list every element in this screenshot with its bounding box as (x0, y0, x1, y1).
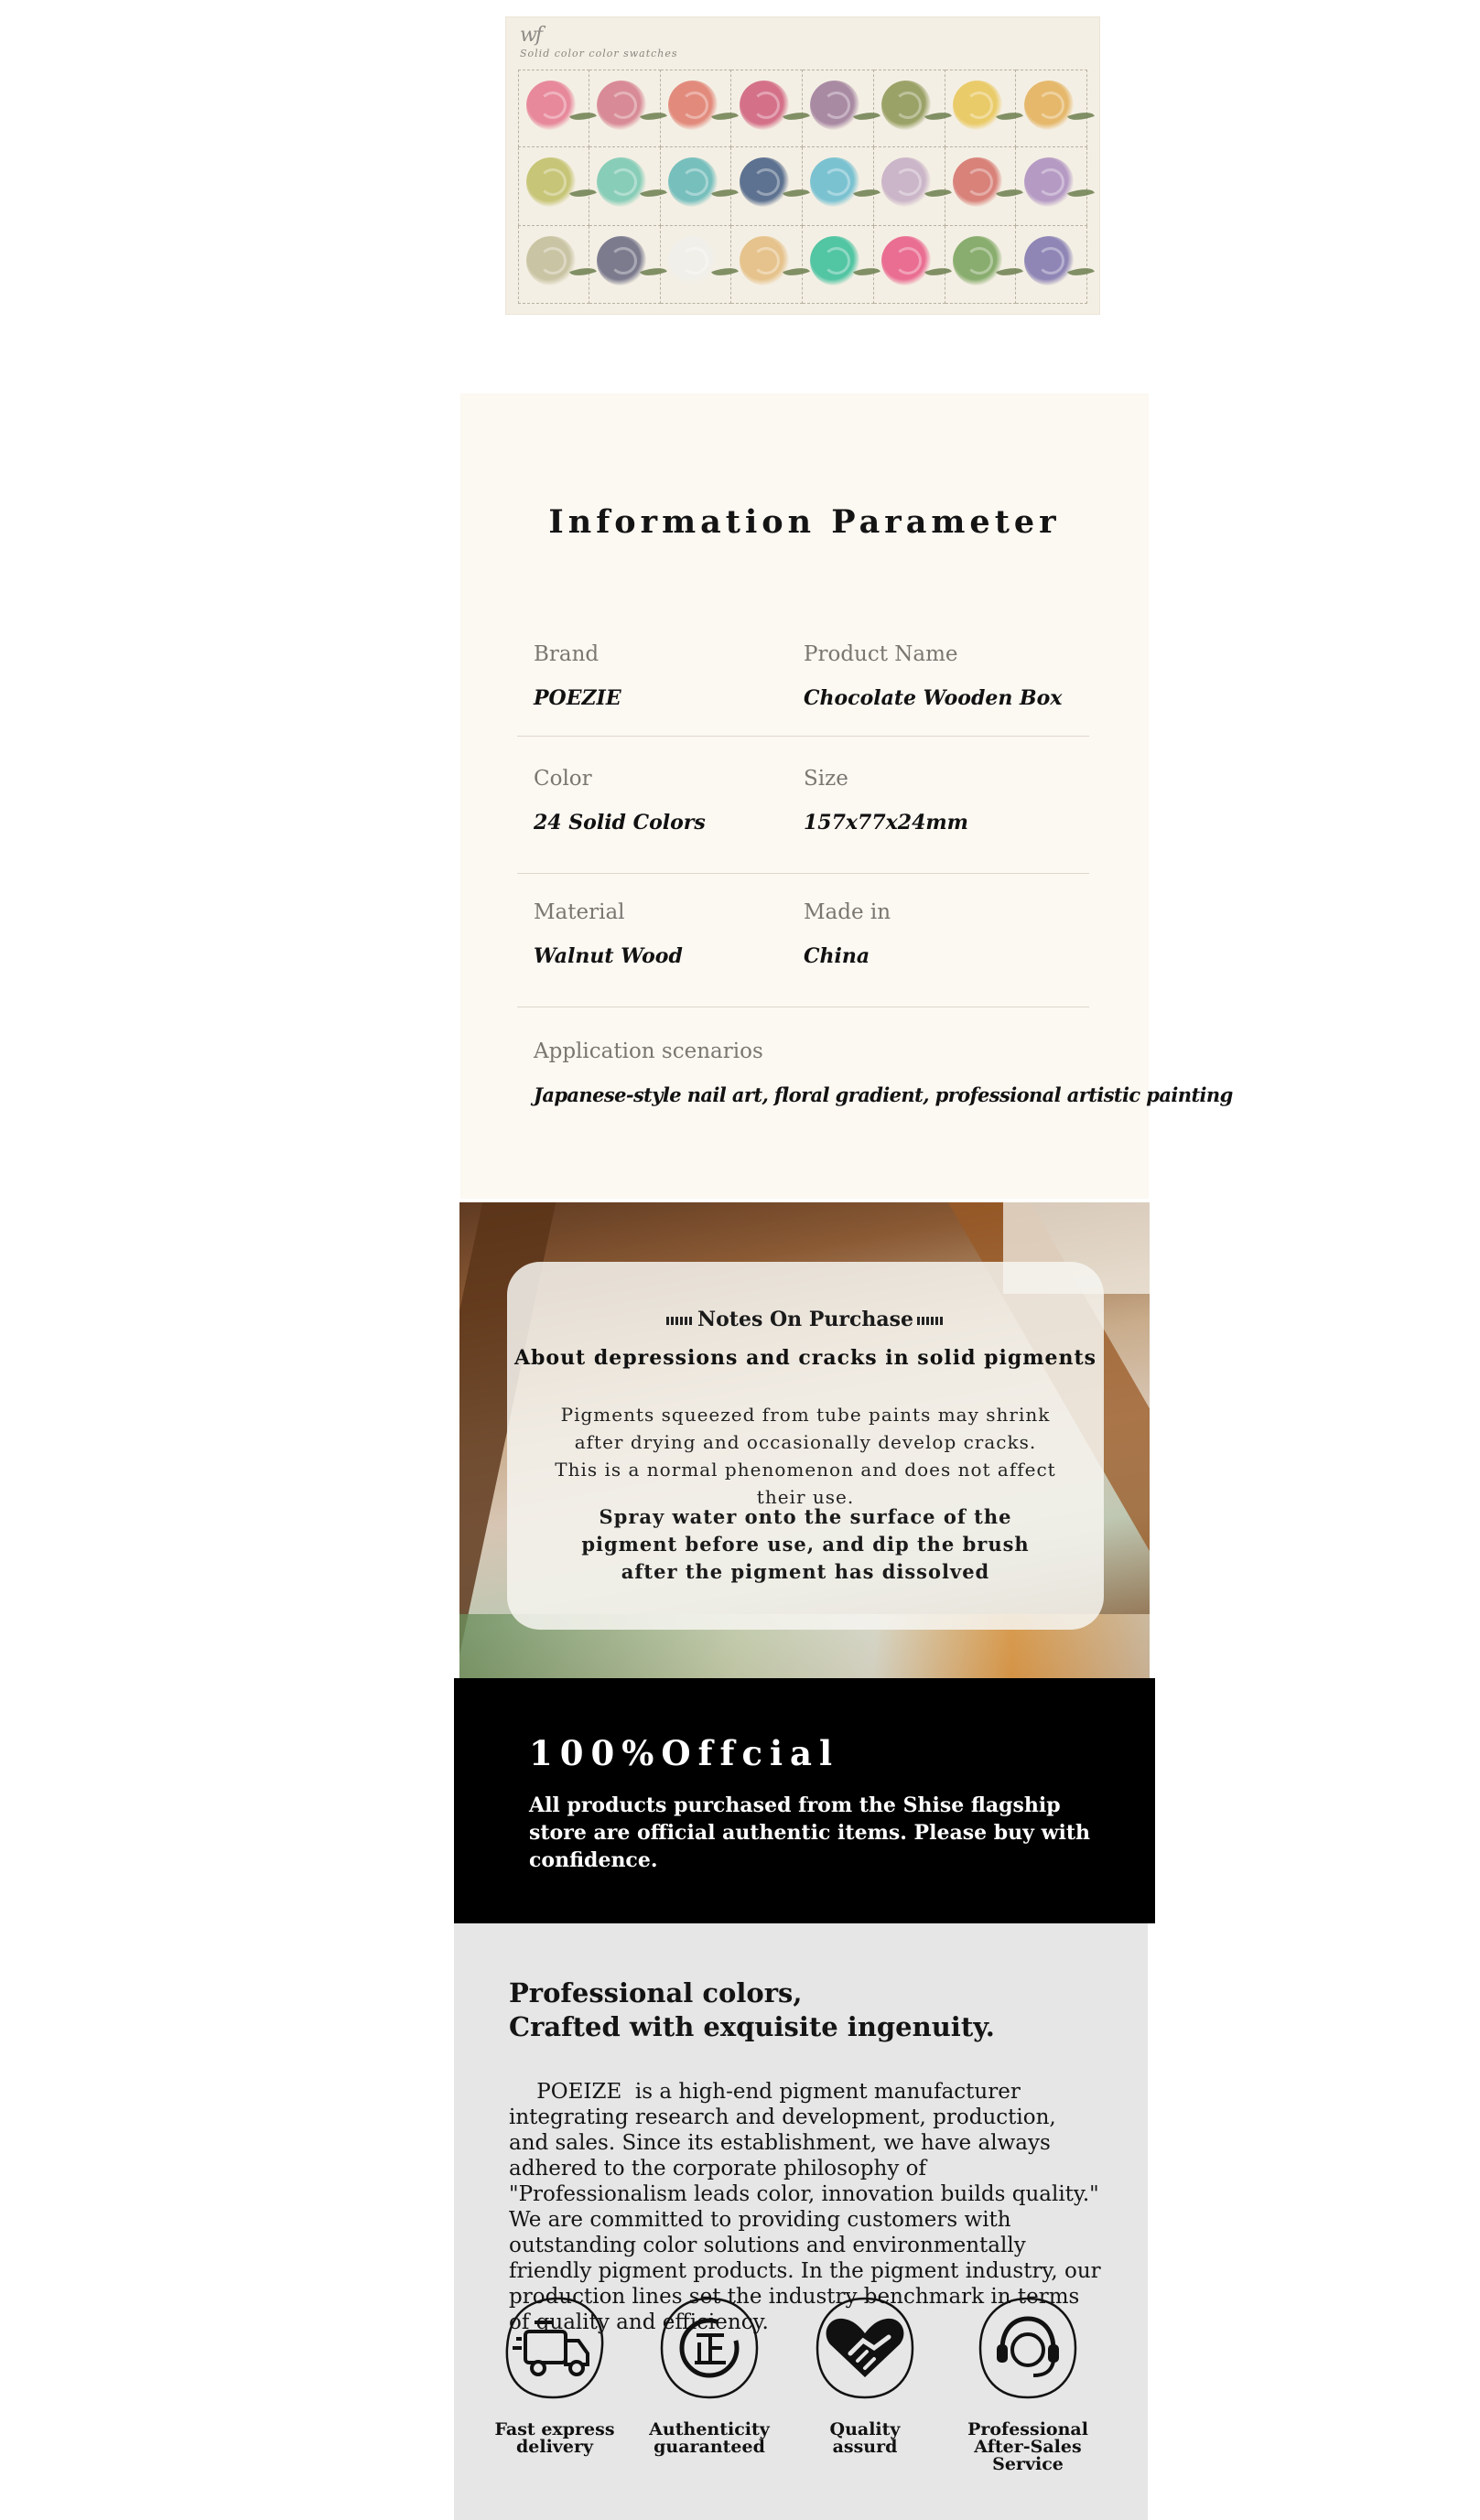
scenario-value: Japanese-style nail art, floral gradient, professional artistic painting (534, 1083, 1233, 1106)
color-value: 24 Solid Colors (534, 811, 706, 835)
material-label: Material (534, 900, 625, 924)
color-swatch (731, 147, 803, 225)
color-swatch (589, 226, 661, 304)
color-swatch (731, 70, 803, 147)
brand-value: POEZIE (534, 686, 621, 710)
size-value: 157x77x24mm (804, 811, 968, 835)
authenticity-seal-icon (654, 2293, 764, 2403)
swatch-card (505, 16, 1100, 315)
feature-label-line1: Quality (829, 2419, 901, 2439)
decorative-bars-icon (666, 1317, 694, 1325)
rose-swatch-icon (881, 157, 931, 207)
color-swatch (1016, 70, 1087, 147)
feature-fast-delivery (477, 2293, 632, 2456)
rose-swatch-icon (597, 157, 646, 207)
made-in-value: China (804, 944, 870, 968)
notes-heading-text: Notes On Purchase (697, 1308, 913, 1331)
notes-card (507, 1262, 1104, 1630)
rose-swatch-icon (810, 236, 859, 285)
info-row-brand (517, 642, 1089, 737)
notes-heading (507, 1308, 1104, 1331)
brand-label: Brand (534, 642, 600, 666)
feature-quality (787, 2293, 943, 2456)
notes-body: Pigments squeezed from tube paints may shrink after drying and occasionally develop cracks. This is a normal phenomenon and does not affect their use. (555, 1404, 1056, 1508)
handshake-heart-icon (810, 2293, 920, 2403)
feature-label-line1: Authenticity (649, 2419, 770, 2439)
rose-swatch-icon (740, 81, 789, 130)
size-label: Size (804, 767, 848, 791)
feature-label-line2: After-Sales Service (974, 2437, 1082, 2474)
rose-swatch-icon (526, 236, 576, 285)
leaf-icon (1067, 107, 1095, 124)
rose-swatch-icon (740, 157, 789, 207)
product-name-label: Product Name (804, 642, 958, 666)
feature-label (950, 2421, 1106, 2473)
color-swatch (731, 226, 803, 304)
feature-after-sales (950, 2293, 1106, 2473)
rose-swatch-icon (1024, 81, 1074, 130)
brand-heading (509, 1976, 995, 2044)
decorative-bars-icon (917, 1317, 945, 1325)
feature-authenticity (632, 2293, 787, 2456)
headset-service-icon (973, 2293, 1083, 2403)
color-swatch (518, 70, 589, 147)
color-swatch (589, 147, 661, 225)
brand-description: POEIZE is a high-end pigment manufacturer integrating research and development, production, and sales. Since its establishment, we have always adhered to the corporate philosophy of "Professionalism leads color, innovation builds quality." We are committed to providing customers with outstanding color solutions and environmentally friendly pigment products. In the pigment industry, our production lines set the industry benchmark in terms of quality and efficiency. (509, 2080, 1101, 2334)
scenario-label: Application scenarios (534, 1039, 763, 1063)
feature-label (477, 2421, 632, 2456)
color-swatch (589, 70, 661, 147)
rose-swatch-icon (881, 81, 931, 130)
color-swatch (661, 226, 732, 304)
official-title: 100%Offcial (529, 1733, 840, 1773)
color-swatch (661, 147, 732, 225)
swatch-grid (518, 70, 1087, 304)
delivery-truck-icon (500, 2293, 610, 2403)
made-in-label: Made in (804, 900, 891, 924)
rose-swatch-icon (953, 157, 1002, 207)
rose-swatch-icon (1024, 157, 1074, 207)
product-name-value: Chocolate Wooden Box (804, 686, 1063, 710)
material-value: Walnut Wood (534, 944, 683, 968)
color-swatch (874, 147, 945, 225)
rose-swatch-icon (810, 157, 859, 207)
color-swatch (874, 70, 945, 147)
info-row-material (517, 900, 1089, 1007)
feature-label-line2: delivery (516, 2437, 593, 2457)
notes-subheading: About depressions and cracks in solid pigments (513, 1346, 1097, 1370)
rose-swatch-icon (668, 236, 718, 285)
leaf-icon (1067, 263, 1095, 280)
rose-swatch-icon (881, 236, 931, 285)
official-text: All products purchased from the Shise flagship store are official authentic items. Please buy with confidence. (529, 1793, 1091, 1872)
rose-swatch-icon (810, 81, 859, 130)
color-swatch (945, 147, 1017, 225)
color-swatch (661, 70, 732, 147)
color-swatch (518, 147, 589, 225)
feature-label (632, 2421, 787, 2456)
notes-emphasis: Spray water onto the surface of the pigment before use, and dip the brush after the pigment has dissolved (581, 1505, 1030, 1583)
feature-label (787, 2421, 943, 2456)
rose-swatch-icon (953, 81, 1002, 130)
brand-logo: wf (520, 24, 541, 47)
color-swatch (1016, 147, 1087, 225)
info-row-scenarios (517, 1039, 1233, 1113)
rose-swatch-icon (1024, 236, 1074, 285)
feature-label-line2: guaranteed (654, 2437, 765, 2457)
color-swatch (803, 226, 874, 304)
color-swatch (945, 226, 1017, 304)
rose-swatch-icon (740, 236, 789, 285)
color-swatch (1016, 226, 1087, 304)
rose-swatch-icon (597, 81, 646, 130)
notes-section (459, 1202, 1150, 1678)
feature-label-line1: Professional (967, 2419, 1088, 2439)
rose-swatch-icon (597, 236, 646, 285)
color-swatch (803, 147, 874, 225)
leaf-icon (1067, 185, 1095, 202)
information-panel (460, 393, 1233, 1199)
color-swatch (803, 70, 874, 147)
info-row-color (517, 767, 1089, 874)
brand-heading-line2: Crafted with exquisite ingenuity. (509, 2011, 995, 2042)
color-label: Color (534, 767, 592, 791)
color-swatch (874, 226, 945, 304)
color-swatch (945, 70, 1017, 147)
rose-swatch-icon (668, 157, 718, 207)
feature-label-line2: assurd (832, 2437, 898, 2457)
rose-swatch-icon (526, 157, 576, 207)
info-title: Information Parameter (548, 503, 1061, 541)
rose-swatch-icon (526, 81, 576, 130)
color-swatch (518, 226, 589, 304)
rose-swatch-icon (953, 236, 1002, 285)
feature-label-line1: Fast express (494, 2419, 615, 2439)
rose-swatch-icon (668, 81, 718, 130)
swatch-title: Solid color color swatches (520, 48, 678, 59)
official-banner (454, 1678, 1155, 1923)
brand-heading-line1: Professional colors, (509, 1977, 803, 2008)
brand-section (454, 1923, 1148, 2520)
